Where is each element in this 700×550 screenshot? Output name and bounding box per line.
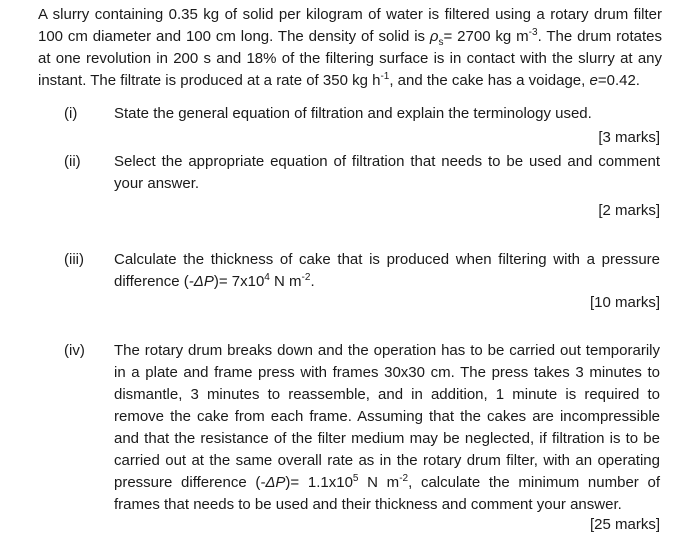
- q4-exp-b: -2: [399, 473, 409, 484]
- rho-subscript: s: [438, 37, 444, 48]
- marks-ii: [2 marks]: [598, 202, 660, 219]
- question-number-iv: (iv): [64, 342, 85, 359]
- question-number-iii: (iii): [64, 251, 84, 268]
- question-text-iv: [114, 340, 660, 516]
- q4-text-b: )= 1.1x10: [285, 474, 353, 491]
- marks-i: [3 marks]: [598, 129, 660, 146]
- voidage-symbol: e: [589, 72, 598, 89]
- q4-text-a: The rotary drum breaks down and the operation has to be carried out temporarily in a plate and frame press with frames 30x30 cm. The press takes 3 minutes to dismantle, 3 minutes to reassemble, and in addition, 1 minute is required to remove the cake from each frame. Assuming that the cakes are incompressible and that the resistance of the filter medium may be neglected, if filtration is to be carried out at the same overall rate as in the rotary drum filter, with an operating pressure difference (: [114, 342, 660, 491]
- density-exponent: -3: [528, 27, 538, 38]
- marks-iii: [10 marks]: [589, 294, 660, 311]
- question-text-i: State the general equation of filtration and explain the terminology used.: [114, 105, 592, 122]
- question-text-iii: [114, 249, 660, 293]
- question-text-ii: Select the appropriate equation of filtration that needs to be used and comment your answer.: [114, 153, 660, 192]
- q3-exp-b: -2: [301, 272, 311, 283]
- rate-exponent: -1: [380, 71, 390, 82]
- q4-text-d: , calculate the minimum number of frames that needs to be used and their thickness and comment your answer.: [114, 474, 660, 513]
- rho-symbol: ρ: [429, 28, 439, 45]
- q3-text-a: Calculate the thickness of cake that is produced when filtering with a pressure difference (: [114, 251, 660, 290]
- q3-text-d: .: [310, 273, 315, 290]
- q4-text-c: N m: [358, 474, 400, 491]
- q3-text-c: N m: [269, 273, 302, 290]
- q3-delta-p: -ΔP: [188, 273, 214, 290]
- q3-text-b: )= 7x10: [213, 273, 265, 290]
- q3-exp-a: 4: [264, 272, 270, 283]
- q4-delta-p: -ΔP: [260, 474, 286, 491]
- marks-iv: [25 marks]: [589, 516, 660, 533]
- intro-text-4: , and the cake has a voidage,: [389, 72, 590, 89]
- intro-text-1: A slurry containing 0.35 kg of solid per kilogram of water is filtered using a rotary drum filter 100 cm diameter and 100 cm long. The density of solid is: [38, 6, 662, 45]
- q4-exp-a: 5: [352, 473, 359, 484]
- question-number-ii: (ii): [64, 153, 81, 170]
- intro-text-3: . The drum rotates at one revolution in 200 s and 18% of the filtering surface is in contact with the slurry at any instant. The filtrate is produced at a rate of 350 kg h: [38, 28, 663, 89]
- question-number-i: (i): [64, 105, 78, 122]
- problem-statement: [38, 4, 662, 92]
- intro-text-5: =0.42.: [597, 72, 640, 89]
- intro-text-2: = 2700 kg m: [443, 28, 529, 45]
